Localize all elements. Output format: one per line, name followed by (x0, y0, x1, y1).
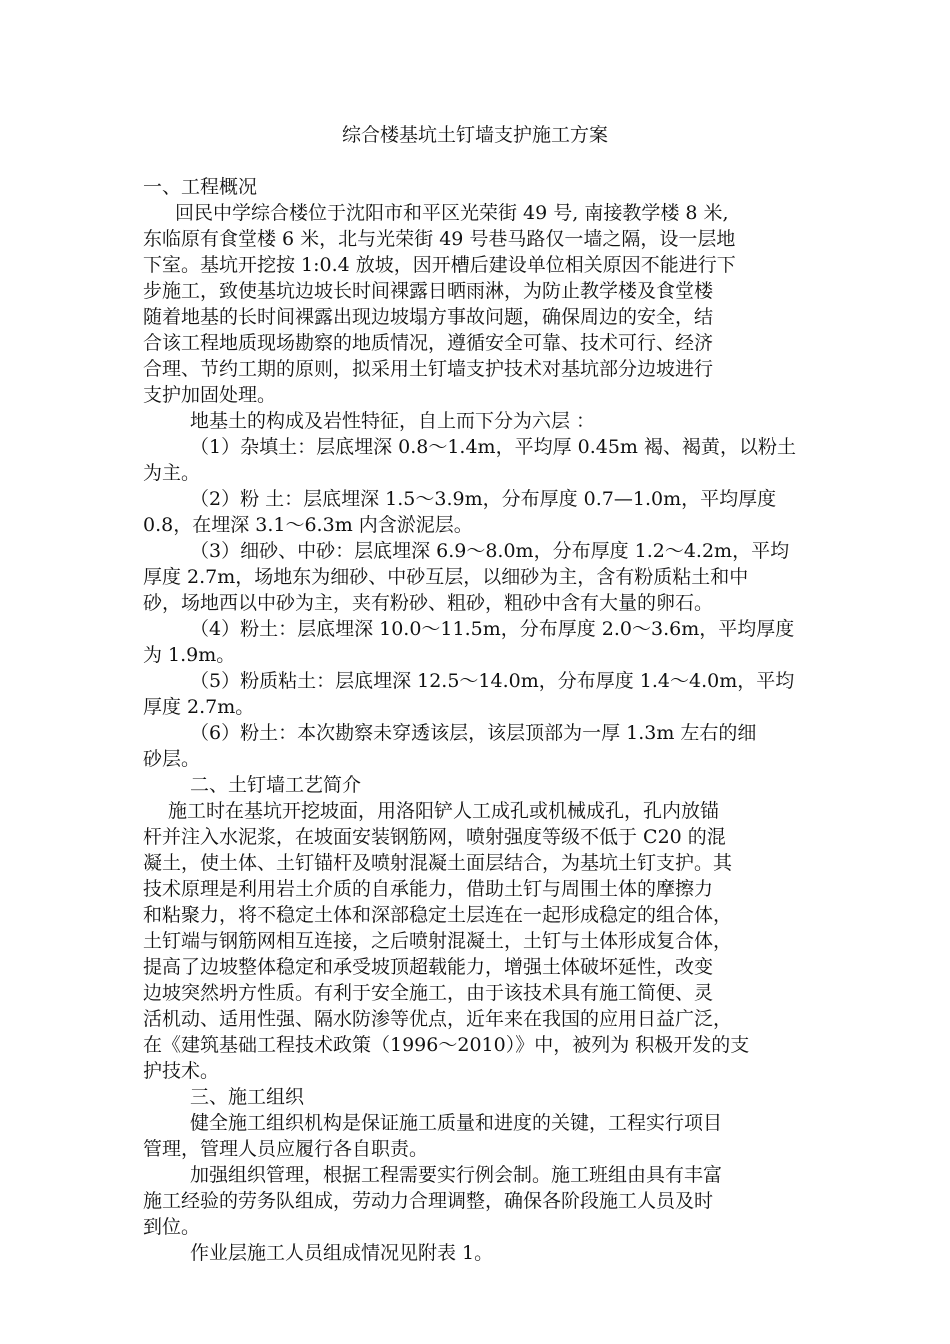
paragraph-line: （3）细砂、中砂：层底埋深 6.9～8.0m，分布厚度 1.2～4.2m，平均 (190, 540, 790, 562)
paragraph-line: 地基土的构成及岩性特征，自上而下分为六层 ： (190, 410, 596, 432)
paragraph-line: 步施工，致使基坑边坡长时间裸露日晒雨淋，为防止教学楼及食堂楼 (143, 280, 714, 302)
paragraph-line: （1）杂填土：层底埋深 0.8～1.4m，平均厚 0.45m 褐、褐黄，以粉土 (190, 436, 796, 458)
paragraph-line: 管理，管理人员应履行各自职责。 (143, 1138, 429, 1160)
paragraph-line: 杆并注入水泥浆，在坡面安装钢筋网，喷射强度等级不低于 C20 的混 (143, 826, 726, 848)
paragraph-line: 支护加固处理。 (143, 384, 277, 406)
paragraph-line: 随着地基的长时间裸露出现边坡塌方事故问题，确保周边的安全，结 (143, 306, 714, 328)
section-heading: 三、施工组织 (190, 1086, 305, 1108)
paragraph-line: 砂层。 (143, 748, 201, 770)
paragraph-line: 护技术。 (143, 1060, 220, 1082)
document-title: 综合楼基坑土钉墙支护施工方案 (341, 124, 608, 146)
paragraph-line: 边坡突然坍方性质。有利于安全施工，由于该技术具有施工简便、灵 (143, 982, 714, 1004)
paragraph-line: 厚度 2.7m。 (143, 696, 255, 718)
paragraph-line: 合理、节约工期的原则，拟采用土钉墙支护技术对基坑部分边坡进行 (143, 358, 714, 380)
paragraph-line: 在《建筑基础工程技术政策（1996～2010）》中，被列为 积极开发的支 (143, 1034, 750, 1056)
section-heading: 二、土钉墙工艺简介 (190, 774, 362, 796)
paragraph-line: （2）粉 土：层底埋深 1.5～3.9m，分布厚度 0.7—1.0m，平均厚度 (190, 488, 777, 510)
paragraph-line: 回民中学综合楼位于沈阳市和平区光荣街 49 号, 南接教学楼 8 米, (175, 202, 729, 224)
paragraph-line: 凝土，使土体、土钉锚杆及喷射混凝土面层结合，为基坑土钉支护。其 (143, 852, 733, 874)
paragraph-line: 0.8，在埋深 3.1～6.3m 内含淤泥层。 (143, 514, 473, 536)
paragraph-line: （4）粉土：层底埋深 10.0～11.5m，分布厚度 2.0～3.6m，平均厚度 (190, 618, 795, 640)
paragraph-line: 土钉端与钢筋网相互连接，之后喷射混凝土，土钉与土体形成复合体， (143, 930, 733, 952)
paragraph-line: 为主。 (143, 462, 201, 484)
paragraph-line: 砂，场地西以中砂为主，夹有粉砂、粗砂，粗砂中含有大量的卵石。 (143, 592, 714, 614)
paragraph-line: 作业层施工人员组成情况见附表 1。 (190, 1242, 494, 1264)
paragraph-line: （6）粉土：本次勘察未穿透该层，该层顶部为一厚 1.3m 左右的细 (190, 722, 757, 744)
paragraph-line: （5）粉质粘土：层底埋深 12.5～14.0m，分布厚度 1.4～4.0m，平均 (190, 670, 795, 692)
paragraph-line: 合该工程地质现场勘察的地质情况，遵循安全可靠、技术可行、经济 (143, 332, 714, 354)
paragraph-line: 活机动、适用性强、隔水防渗等优点，近年来在我国的应用日益广泛， (143, 1008, 733, 1030)
paragraph-line: 和粘聚力，将不稳定土体和深部稳定土层连在一起形成稳定的组合体， (143, 904, 733, 926)
paragraph-line: 提高了边坡整体稳定和承受坡顶超载能力，增强土体破坏延性，改变 (143, 956, 714, 978)
paragraph-line: 健全施工组织机构是保证施工质量和进度的关键，工程实行项目 (190, 1112, 723, 1134)
paragraph-line: 下室。基坑开挖按 1:0.4 放坡，因开槽后建设单位相关原因不能进行下 (143, 254, 736, 276)
paragraph-line: 施工时在基坑开挖坡面，用洛阳铲人工成孔或机械成孔，孔内放锚 (168, 800, 720, 822)
paragraph-line: 到位。 (143, 1216, 201, 1238)
paragraph-line: 技术原理是利用岩土介质的自承能力，借助土钉与周围土体的摩擦力 (143, 878, 714, 900)
paragraph-line: 东临原有食堂楼 6 米，北与光荣街 49 号巷马路仅一墙之隔，设一层地 (143, 228, 736, 250)
paragraph-line: 厚度 2.7m，场地东为细砂、中砂互层，以细砂为主，含有粉质粘土和中 (143, 566, 749, 588)
paragraph-line: 加强组织管理，根据工程需要实行例会制。施工班组由具有丰富 (190, 1164, 723, 1186)
paragraph-line: 为 1.9m。 (143, 644, 236, 666)
paragraph-line: 施工经验的劳务队组成，劳动力合理调整，确保各阶段施工人员及时 (143, 1190, 714, 1212)
section-heading: 一、工程概况 (143, 176, 258, 198)
